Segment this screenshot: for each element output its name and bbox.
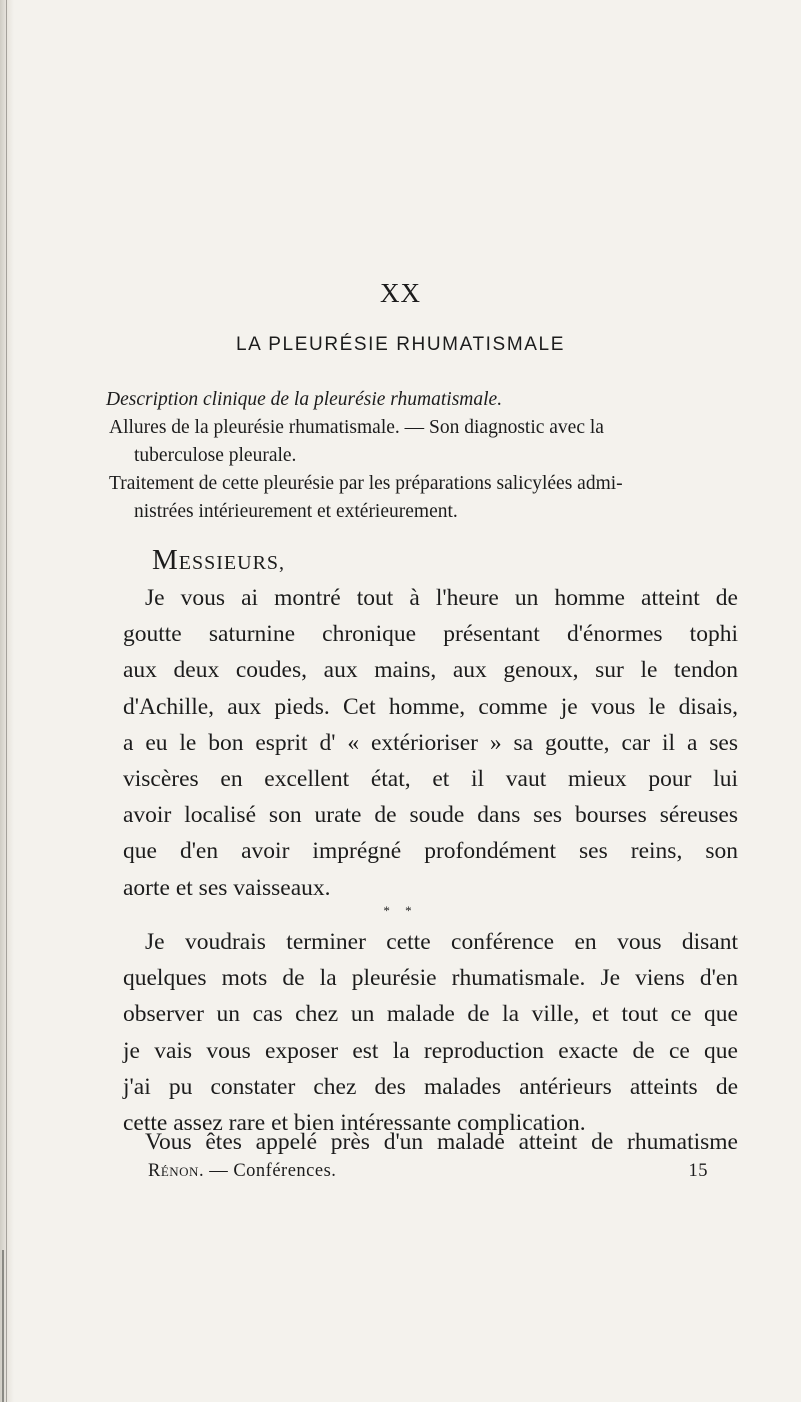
paragraph-line: observer un cas chez un malade de la ville, et tout ce que — [123, 1001, 738, 1028]
summary-item-2-line-1: Traitement de cette pleurésie par les préparations salicylées admi- — [109, 473, 623, 494]
paragraph-line: avoir localisé son urate de soude dans ses bourses séreuses — [123, 802, 738, 829]
footer-work: — Conférences. — [209, 1161, 337, 1181]
paragraph-3 — [123, 1124, 738, 1160]
summary-item-1-line-2: tuberculose pleurale. — [134, 445, 297, 466]
paragraph-line: aorte et ses vaisseaux. — [123, 874, 331, 901]
paragraph-line: que d'en avoir imprégné profondément ses reins, son — [123, 838, 738, 865]
chapter-title: LA PLEURÉSIE RHUMATISMALE — [236, 334, 565, 355]
binding-edge-dark — [2, 1250, 4, 1402]
paragraph-line: je vais vous exposer est la reproduction exacte de ce que — [123, 1037, 738, 1064]
paragraph-2 — [123, 924, 738, 1141]
paragraph-line: goutte saturnine chronique présentant d'énormes tophi — [123, 621, 738, 648]
paragraph-line: d'Achille, aux pieds. Cet homme, comme je vous le disais, — [123, 693, 738, 720]
paragraph-line: Vous êtes appelé près d'un malade atteint de rhumatisme — [145, 1129, 738, 1155]
paragraph-line: a eu le bon esprit d' « extérioriser » sa goutte, car il a ses — [123, 729, 738, 756]
paragraph-line: Je voudrais terminer cette conférence en vous disant — [145, 929, 738, 955]
paragraph-line: aux deux coudes, aux mains, aux genoux, sur le tendon — [123, 657, 738, 684]
binding-edge-line — [6, 0, 7, 1402]
summary-item-1-line-1: Allures de la pleurésie rhumatismale. — Son diagnostic avec la — [109, 417, 604, 438]
footer-author: Rénon. — [148, 1161, 205, 1181]
page-number: 15 — [688, 1161, 708, 1181]
page-footer — [148, 1161, 708, 1182]
section-separator: * * — [383, 903, 418, 918]
paragraph-line: viscères en excellent état, et il vaut mieux pour lui — [123, 766, 738, 793]
chapter-summary — [106, 386, 726, 526]
summary-item-2-line-2: nistrées intérieurement et extérieurement. — [134, 501, 458, 522]
paragraph-line: quelques mots de la pleurésie rhumatismale. Je viens d'en — [123, 965, 738, 992]
salutation-rest: ESSIEURS, — [178, 552, 286, 574]
paragraph-line: j'ai pu constater chez des malades antérieurs atteints de — [123, 1073, 738, 1100]
salutation — [152, 544, 285, 577]
summary-heading: Description clinique de la pleurésie rhumatismale. — [106, 389, 503, 410]
paragraph-line: Je vous ai montré tout à l'heure un homme atteint de — [145, 585, 738, 611]
salutation-initial: M — [152, 544, 179, 576]
paragraph-line: cette assez rare et bien intéressante complication. — [123, 1110, 586, 1137]
binding-shadow — [0, 0, 14, 1402]
chapter-number: XX — [380, 278, 421, 308]
paragraph-1 — [123, 580, 738, 906]
